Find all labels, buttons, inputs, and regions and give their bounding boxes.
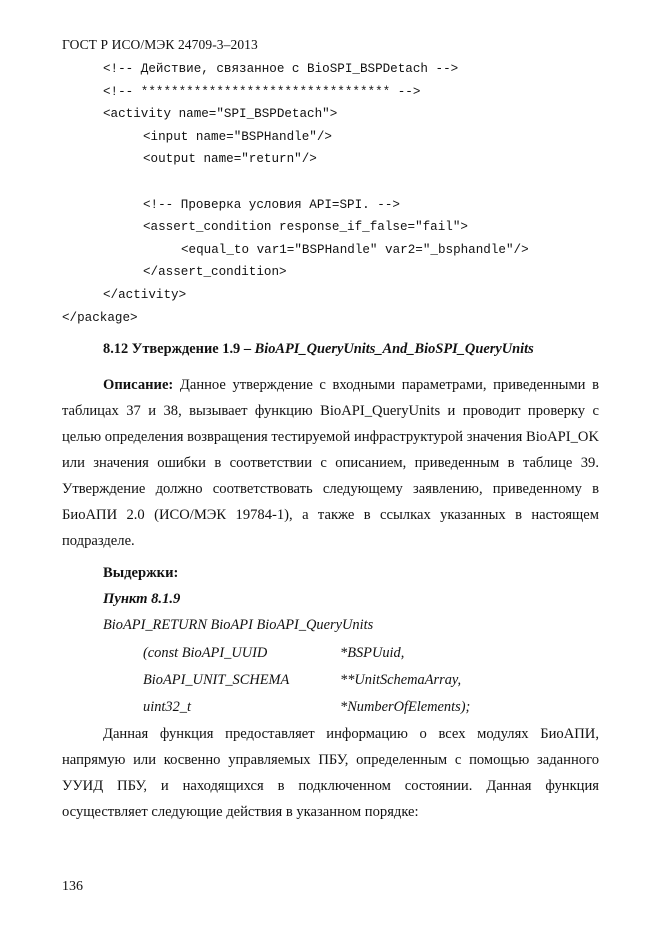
signature-param-name: **UnitSchemaArray, bbox=[340, 672, 462, 688]
description-text: Данное утверждение с входными параметрами, приведенными в таблицах 37 и 38, вызывает функцию BioAPI_QueryUnits и проводит проверку с целью определения возвращения тестируемой инфраструктурой значения BioAPI_OK или значения ошибки в соответствии с описанием, приведенным в таблице 39. Утверждение должно соответствовать следующему заявлению, приведенному в БиоАПИ 2.0 (ИСО/МЭК 19784-1), а также в ссылках указанных в настоящем подразделе. bbox=[62, 377, 599, 549]
section-function-name: BioAPI_QueryUnits_And_BioSPI_QueryUnits bbox=[254, 341, 534, 357]
code-line-activity-close: </activity> bbox=[103, 288, 187, 302]
code-line-package-close: </package> bbox=[62, 311, 138, 325]
body-paragraph: Данная функция предоставляет информацию о всех модулях БиоАПИ, напрямую или косвенно управляемых ПБУ, определенным с помощью заданного УУИД ПБУ, и находящихся в подключенном состоянии. Данная функция осуществляет следующие действия в указанном порядке: bbox=[62, 726, 599, 820]
code-line-input: <input name="BSPHandle"/> bbox=[143, 130, 332, 144]
description-paragraph bbox=[62, 372, 599, 554]
clause-label: Пункт 8.1.9 bbox=[103, 591, 181, 607]
document-header: ГОСТ Р ИСО/МЭК 24709-3–2013 bbox=[62, 37, 258, 52]
signature-param-type: (const BioAPI_UUID bbox=[143, 645, 268, 661]
code-line-activity-open: <activity name="SPI_BSPDetach"> bbox=[103, 107, 338, 121]
signature-param-type: uint32_t bbox=[143, 699, 191, 715]
section-heading bbox=[103, 341, 534, 358]
code-line-equal-to: <equal_to var1="BSPHandle" var2="_bsphandle"/> bbox=[181, 243, 529, 257]
code-line-comment-action: <!-- Действие, связанное с BioSPI_BSPDetach --> bbox=[103, 62, 459, 76]
code-line-assert-close: </assert_condition> bbox=[143, 265, 287, 279]
signature-param-type: BioAPI_UNIT_SCHEMA bbox=[143, 672, 290, 688]
excerpts-label: Выдержки: bbox=[103, 565, 179, 581]
page-number: 136 bbox=[62, 879, 83, 894]
code-line-comment-check: <!-- Проверка условия API=SPI. --> bbox=[143, 198, 400, 212]
code-line-assert-open: <assert_condition response_if_false="fail"> bbox=[143, 220, 468, 234]
description-label: Описание: bbox=[103, 377, 174, 393]
code-line-comment-stars: <!-- ********************************* --> bbox=[103, 85, 421, 99]
code-line-output: <output name="return"/> bbox=[143, 152, 317, 166]
signature-param-name: *NumberOfElements); bbox=[340, 699, 471, 715]
section-number-title: 8.12 Утверждение 1.9 – bbox=[103, 341, 255, 357]
signature-param-name: *BSPUuid, bbox=[340, 645, 405, 661]
signature-first-line: BioAPI_RETURN BioAPI BioAPI_QueryUnits bbox=[103, 617, 374, 633]
